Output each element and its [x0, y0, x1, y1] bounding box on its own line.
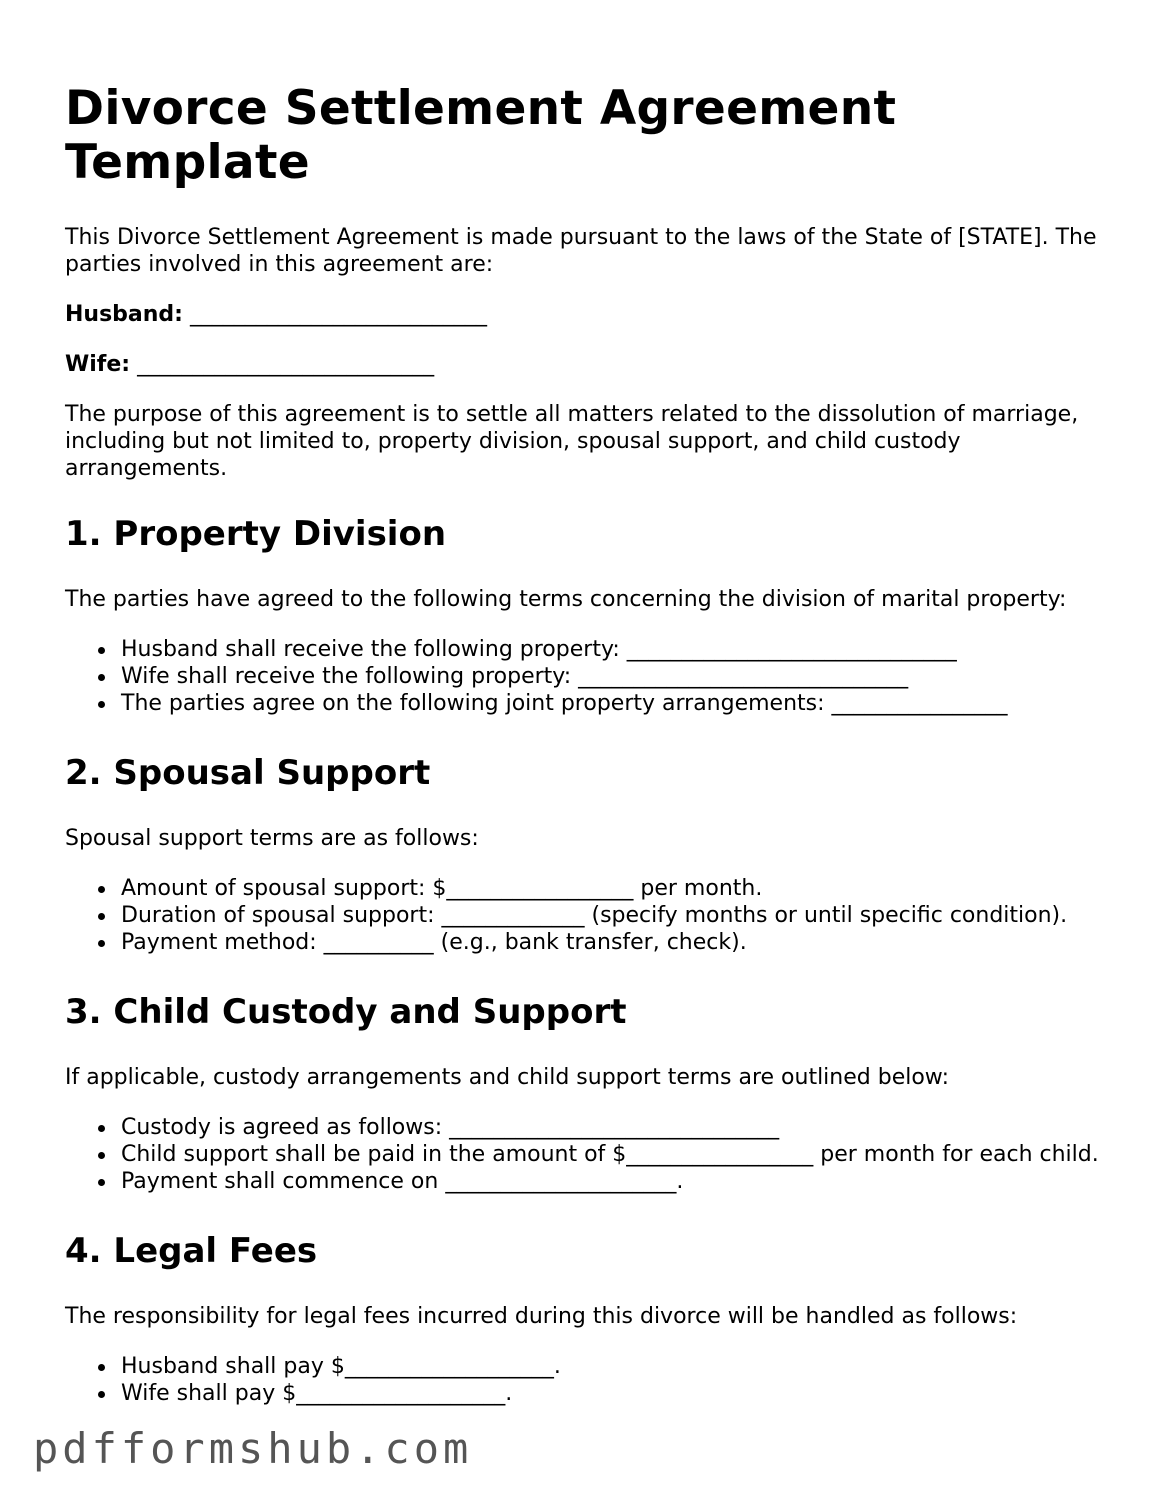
wife-label: Wife: [65, 352, 131, 377]
document-page [65, 82, 1115, 1407]
list-item: Payment method: __________ (e.g., bank transfer, check). [65, 929, 1115, 956]
document-title: Divorce Settlement Agreement Template [65, 81, 897, 190]
husband-blank: ___________________________ [189, 302, 487, 327]
wife-blank: ___________________________ [137, 352, 435, 377]
legal-fees-list [65, 1353, 1115, 1407]
purpose-paragraph: The purpose of this agreement is to settle all matters related to the dissolution of marriage, including but not limited to, property division, spousal support, and child custody arrangements. [65, 402, 1079, 481]
list-item: Wife shall receive the following property: ______________________________ [65, 663, 1115, 690]
section-intro-child-custody: If applicable, custody arrangements and child support terms are outlined below: [65, 1065, 950, 1090]
husband-line [65, 301, 1115, 329]
list-item: Child support shall be paid in the amount of $_________________ per month for each child. [65, 1141, 1115, 1168]
section-heading-property: 1. Property Division [65, 514, 447, 554]
property-list [65, 636, 1115, 717]
section-intro-property: The parties have agreed to the following terms concerning the division of marital property: [65, 587, 1067, 612]
list-item: Custody is agreed as follows: ______________________________ [65, 1114, 1115, 1141]
list-item: Duration of spousal support: _____________ (specify months or until specific condition). [65, 902, 1115, 929]
list-item: The parties agree on the following joint property arrangements: ________________ [65, 690, 1115, 717]
section-intro-spousal-support: Spousal support terms are as follows: [65, 826, 479, 851]
child-custody-list [65, 1114, 1115, 1195]
list-item: Amount of spousal support: $_________________ per month. [65, 875, 1115, 902]
intro-paragraph: This Divorce Settlement Agreement is made pursuant to the laws of the State of [STATE]. The parties involved in this agreement are: [65, 225, 1097, 277]
section-intro-legal-fees: The responsibility for legal fees incurred during this divorce will be handled as follows: [65, 1304, 1018, 1329]
section-heading-spousal-support: 2. Spousal Support [65, 753, 431, 793]
section-heading-child-custody: 3. Child Custody and Support [65, 992, 627, 1032]
site-watermark: pdfformshub.com [33, 1424, 473, 1473]
list-item: Husband shall pay $___________________. [65, 1353, 1115, 1380]
husband-label: Husband: [65, 302, 183, 327]
list-item: Payment shall commence on _____________________. [65, 1168, 1115, 1195]
section-heading-legal-fees: 4. Legal Fees [65, 1231, 318, 1271]
list-item: Wife shall pay $___________________. [65, 1380, 1115, 1407]
wife-line [65, 351, 1115, 379]
list-item: Husband shall receive the following property: ______________________________ [65, 636, 1115, 663]
spousal-support-list [65, 875, 1115, 956]
